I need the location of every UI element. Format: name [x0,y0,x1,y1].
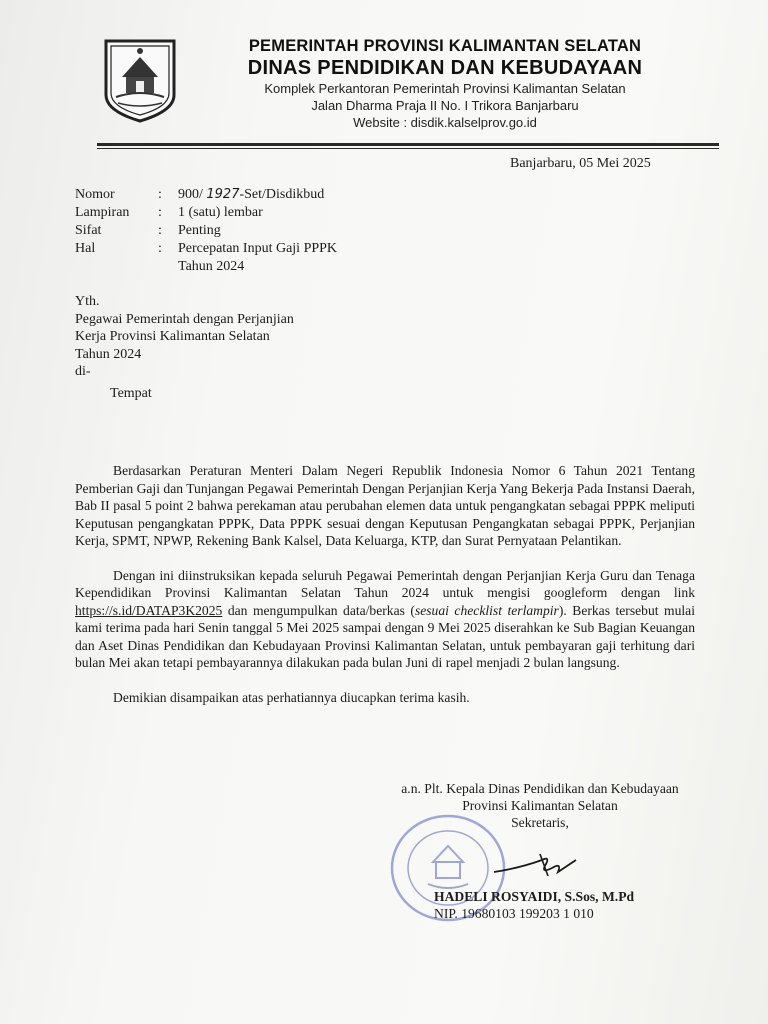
letter-date: Banjarbaru, 05 Mei 2025 [510,156,651,171]
signature-line-2: Provinsi Kalimantan Selatan [462,798,618,813]
signature-line-3: Sekretaris, [511,815,569,830]
meta-label: Sifat [75,223,102,238]
meta-value [178,186,438,204]
p2-italic: sesuai checklist terlampir [414,602,559,618]
letterhead-divider-thick [97,143,719,146]
meta-label: Nomor [75,187,115,202]
body-paragraph-3: Demikian disampaikan atas perhatiannya diucapkan terima kasih. [113,689,470,705]
body-paragraph-2 [75,567,695,672]
nomor-prefix: 900/ [178,187,207,202]
hal-line-2: Tahun 2024 [178,259,245,274]
hal-line-1: Percepatan Input Gaji PPPK [178,241,338,256]
p2-text-b: dan mengumpulkan data/berkas ( [222,602,415,618]
address-tempat: Tempat [110,385,152,401]
meta-value: Penting [178,223,221,238]
kalsel-crest-icon [100,37,180,123]
meta-colon: : [158,187,162,202]
letter-meta [75,186,438,276]
address-di: di- [75,364,91,379]
meta-row-nomor [75,186,438,204]
p2-text-c: ). Berkas tersebut mulai kami terima pada hari Senin tanggal 5 Mei 2025 sampai dengan 9 Mei 2025 diserahkan ke Sub Bagian Keuangan dan Aset Dinas Pendidikan dan Kebudayaan Provinsi Kalimantan Selatan, untuk pembayaran gaji terhitung dari bulan Mei akan tetapi pembayarannya dilakukan pada bulan Juni di rapel menjadi 2 bulan langsung. [75,602,695,670]
signatory-nip: NIP. 19680103 199203 1 010 [434,906,594,921]
letter-body [75,462,695,723]
googleform-link[interactable]: https://s.id/DATAP3K2025 [75,602,223,618]
address-line-3: Tahun 2024 [75,346,142,362]
signatory-name: HADELI ROSYAIDI, S.Sos, M.Pd [434,889,635,904]
letterhead-website: Website : disdik.kalselprov.go.id [353,115,537,130]
nomor-suffix: -Set/Disdikbud [239,187,325,202]
signature-line-1: a.n. Plt. Kepala Dinas Pendidikan dan Kebudayaan [401,781,679,796]
letterhead-government: PEMERINTAH PROVINSI KALIMANTAN SELATAN [248,37,642,55]
address-line-1: Pegawai Pemerintah dengan Perjanjian [75,311,294,327]
meta-label: Hal [75,241,96,256]
recipient-address [75,293,294,402]
meta-row-lampiran [75,204,438,222]
meta-row-sifat [75,222,438,240]
letterhead-divider-thin [97,148,719,149]
p2-text-a: Dengan ini diinstruksikan kepada seluruh Pegawai Pemerintah dengan Perjanjian Kerja Guru dan Tenaga Kependidikan Provinsi Kalimantan Selatan Tahun 2024 untuk mengisi googleform dengan link [75,567,695,600]
address-line-2: Kerja Provinsi Kalimantan Selatan [75,329,270,344]
meta-value [178,240,438,276]
meta-row-hal [75,240,438,276]
nomor-handwritten: 1927 [206,187,240,202]
letterhead-agency: DINAS PENDIDIKAN DAN KEBUDAYAAN [247,57,643,79]
handwritten-signature-icon [490,846,580,880]
letterhead-address-2: Jalan Dharma Praja II No. I Trikora Banjarbaru [311,98,579,113]
meta-colon: : [158,241,162,256]
meta-colon: : [158,223,162,238]
body-paragraph-1: Berdasarkan Peraturan Menteri Dalam Negeri Republik Indonesia Nomor 6 Tahun 2021 Tentang Pemberian Gaji dan Tunjangan Pegawai Pemerintah Dengan Perjanjian Kerja Yang Bekerja Pada Instansi Daerah, Bab II pasal 5 point 2 bahwa perekaman atau perubahan elemen data untuk pengangkatan sebagai PPPK meliputi Keputusan pengangkatan PPPK, Data PPPK sesuai dengan Keputusan Pengangkatan sebagai PPPK, Perjanjian Kerja, SPMT, NPWP, Rekening Bank Kalsel, Data Keluarga, KTP, dan Surat Pernyataan Pelantikan. [75,463,695,548]
meta-value: 1 (satu) lembar [178,205,263,220]
meta-colon: : [158,205,162,220]
address-yth: Yth. [75,294,100,309]
letterhead-address-1: Komplek Perkantoran Pemerintah Provinsi Kalimantan Selatan [264,81,626,96]
letterhead [200,36,690,131]
meta-label: Lampiran [75,205,130,220]
signature-block [380,780,700,921]
